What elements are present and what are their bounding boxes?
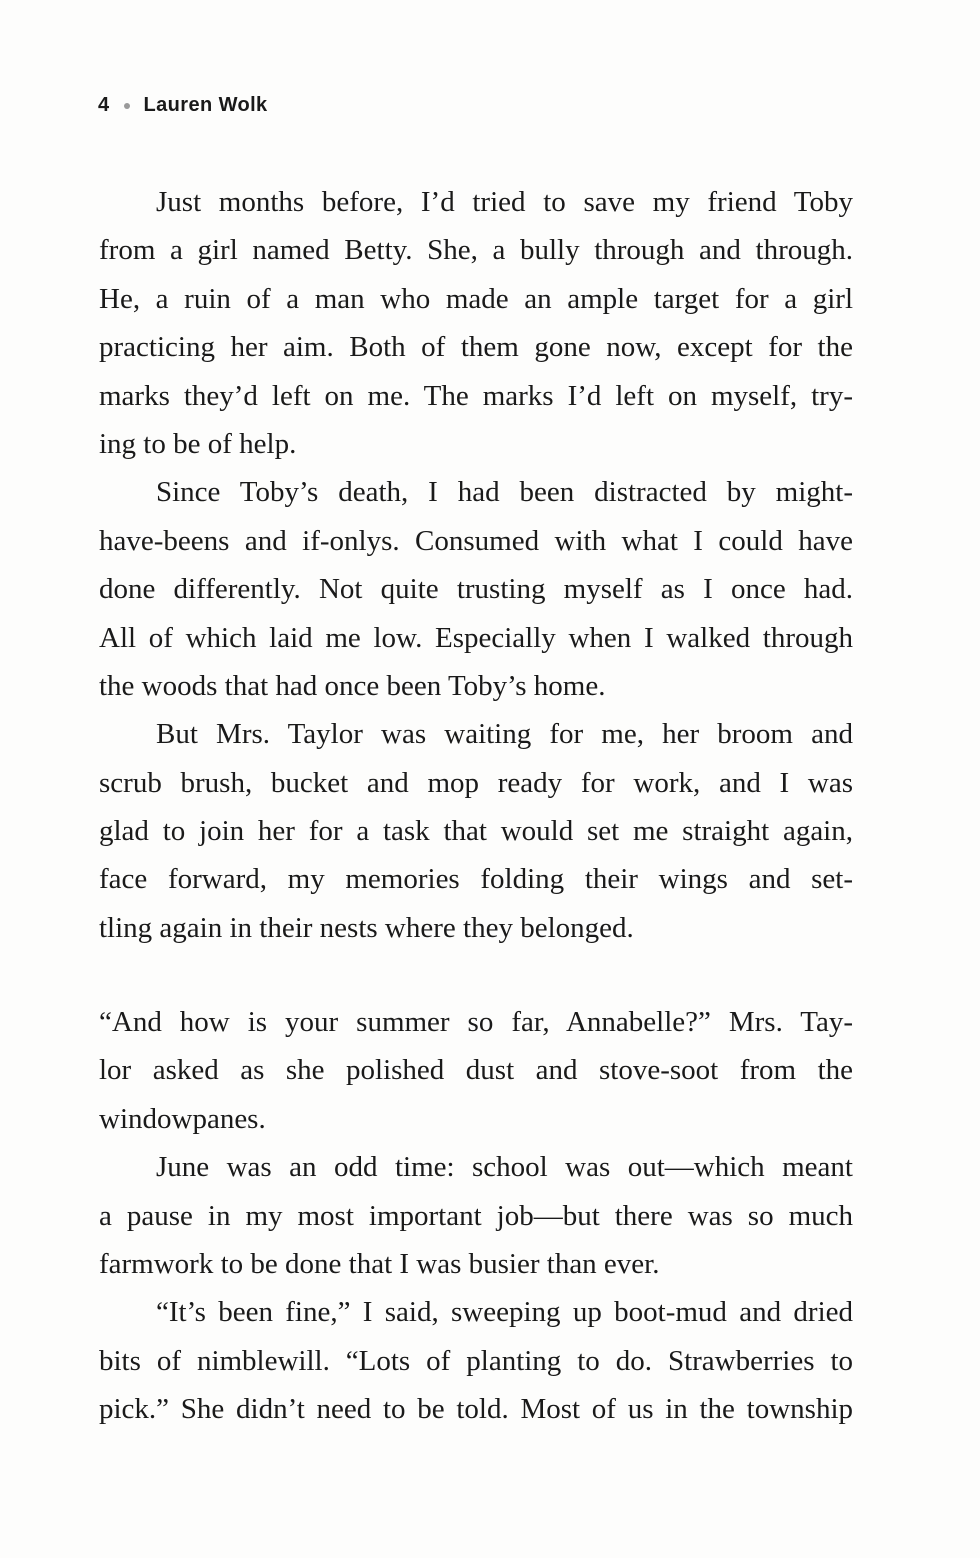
text-line: have-beens and if-onlys. Consumed with what I could have — [99, 524, 853, 557]
paragraph — [99, 1143, 853, 1288]
running-head — [98, 94, 268, 117]
text-line: “And how is your summer so far, Annabelle?” Mrs. Tay- — [99, 1006, 853, 1038]
paragraph — [99, 468, 853, 710]
separator-dot-icon — [124, 103, 130, 109]
section-1-text — [99, 178, 853, 952]
text-line: But Mrs. Taylor was waiting for me, her broom and — [156, 718, 853, 751]
text-line: pick.” She didn’t need to be told. Most of us in the township — [99, 1393, 853, 1426]
text-line: scrub brush, bucket and mop ready for work, and I was — [99, 766, 853, 799]
text-line: All of which laid me low. Especially when I walked through — [99, 621, 853, 654]
text-line: the woods that had once been Toby’s home. — [99, 669, 606, 702]
text-line: June was an odd time: school was out—which meant — [156, 1151, 853, 1184]
text-line: glad to join her for a task that would set me straight again, — [99, 815, 853, 848]
text-line: lor asked as she polished dust and stove-soot from the — [99, 1054, 853, 1087]
paragraph — [99, 1288, 853, 1433]
text-line: face forward, my memories folding their wings and set- — [99, 863, 853, 896]
author-name: Lauren Wolk — [143, 94, 268, 116]
text-line: tling again in their nests where they belonged. — [99, 911, 634, 944]
section-2-text — [99, 998, 853, 1434]
text-line: from a girl named Betty. She, a bully through and through. — [99, 234, 853, 267]
text-line: windowpanes. — [99, 1102, 266, 1135]
paragraph — [99, 710, 853, 952]
text-line: a pause in my most important job—but there was so much — [99, 1199, 853, 1232]
text-line: “It’s been fine,” I said, sweeping up boot-mud and dried — [156, 1296, 853, 1329]
paragraph — [99, 998, 853, 1143]
text-line: Since Toby’s death, I had been distracted by might- — [156, 476, 853, 509]
page-number: 4 — [98, 94, 110, 116]
text-line: Just months before, I’d tried to save my friend Toby — [156, 186, 853, 218]
paragraph — [99, 178, 853, 468]
text-line: He, a ruin of a man who made an ample target for a girl — [99, 282, 853, 315]
text-line: farmwork to be done that I was busier than ever. — [99, 1247, 660, 1280]
text-line: ing to be of help. — [99, 427, 297, 460]
text-line: done differently. Not quite trusting myself as I once had. — [99, 573, 853, 606]
text-line: bits of nimblewill. “Lots of planting to do. Strawberries to — [99, 1344, 853, 1377]
text-line: marks they’d left on me. The marks I’d left on myself, try- — [99, 379, 853, 412]
text-line: practicing her aim. Both of them gone now, except for the — [99, 331, 853, 364]
